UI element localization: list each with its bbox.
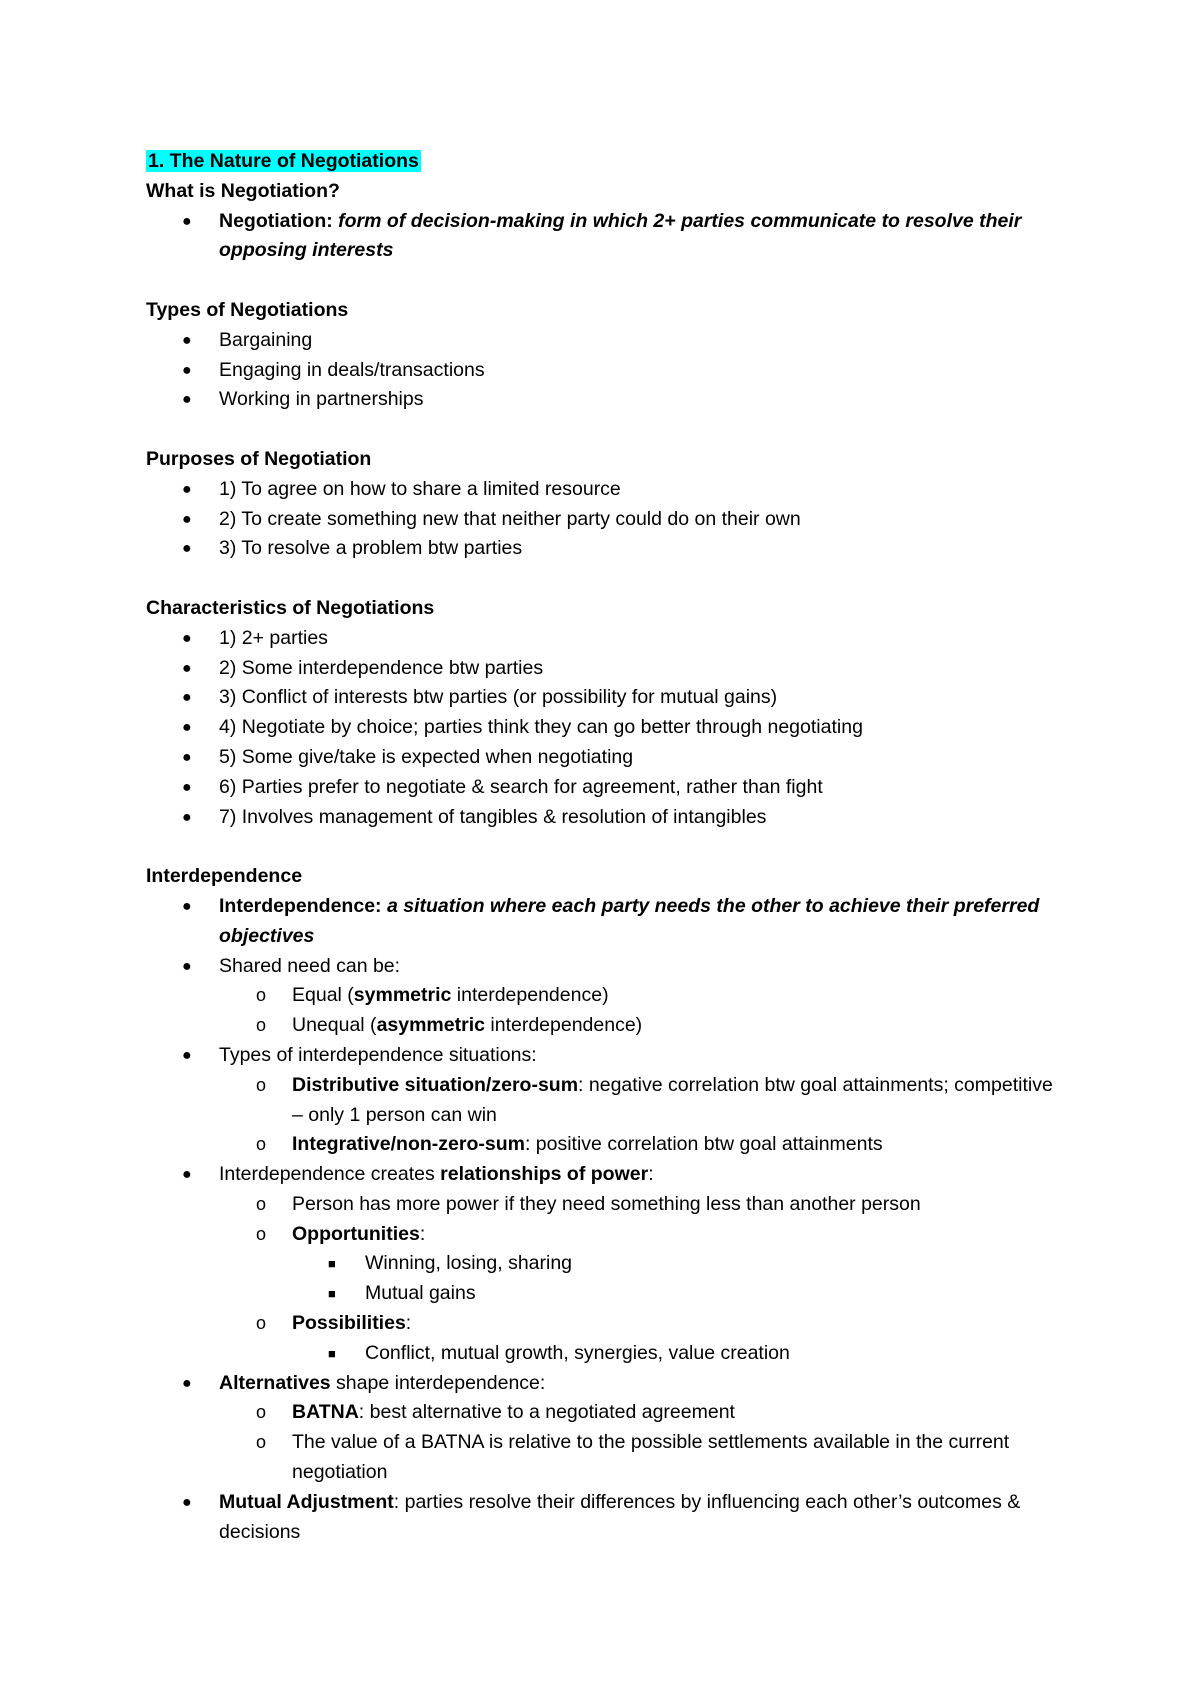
section-heading: Interdependence: [146, 865, 303, 888]
bullet-icon: ●: [182, 778, 192, 796]
bullet-icon: ●: [182, 1493, 192, 1511]
list-item: o The value of a BATNA is relative to the possible settlements available in the current negotiation: [146, 1428, 1056, 1488]
list-item: ● Types of interdependence situations:: [146, 1041, 1056, 1071]
list-item: ● Bargaining: [146, 326, 1056, 356]
list-item: o Possibilities:: [146, 1309, 1056, 1339]
bullet-icon: ●: [182, 540, 192, 558]
section-heading: Characteristics of Negotiations: [146, 596, 435, 619]
bullet-icon: ●: [182, 1166, 192, 1184]
list-item: ● 1) 2+ parties: [146, 624, 1056, 654]
list-item: ● 4) Negotiate by choice; parties think they can go better through negotiating: [146, 713, 1056, 743]
list-item: ■ Mutual gains: [146, 1279, 1056, 1309]
circle-bullet-icon: o: [256, 1432, 267, 1453]
list-item: ● Shared need can be:: [146, 952, 1056, 982]
circle-bullet-icon: o: [256, 1313, 267, 1334]
document-content: [146, 147, 1056, 1547]
circle-bullet-icon: o: [256, 1074, 267, 1095]
list-item: ● Negotiation: form of decision-making in which 2+ parties communicate to resolve their opposing interests: [146, 207, 1056, 267]
bullet-icon: ●: [182, 212, 192, 230]
circle-bullet-icon: o: [256, 1402, 267, 1423]
list-item: ● Mutual Adjustment: parties resolve their differences by influencing each other’s outcomes & decisions: [146, 1488, 1056, 1548]
document-title: 1. The Nature of Negotiations: [148, 150, 419, 172]
list-item: ● Interdependence creates relationships of power:: [146, 1160, 1056, 1190]
list-item: ● 3) To resolve a problem btw parties: [146, 534, 1056, 564]
list-item: o Unequal (asymmetric interdependence): [146, 1011, 1056, 1041]
bullet-icon: ●: [182, 1374, 192, 1392]
list-item: o Opportunities:: [146, 1220, 1056, 1250]
bullet-icon: ●: [182, 361, 192, 379]
bullet-icon: ●: [182, 719, 192, 737]
section-heading: Types of Negotiations: [146, 298, 349, 321]
circle-bullet-icon: o: [256, 1223, 267, 1244]
bullet-icon: ●: [182, 331, 192, 349]
list-item: o Person has more power if they need something less than another person: [146, 1190, 1056, 1220]
list-item: ● 7) Involves management of tangibles & resolution of intangibles: [146, 803, 1056, 833]
list-item: o BATNA: best alternative to a negotiated agreement: [146, 1398, 1056, 1428]
list-item: ● Alternatives shape interdependence:: [146, 1369, 1056, 1399]
bullet-icon: ●: [182, 391, 192, 409]
square-bullet-icon: ■: [328, 1256, 336, 1272]
bullet-icon: ●: [182, 808, 192, 826]
list-item: o Integrative/non-zero-sum: positive correlation btw goal attainments: [146, 1130, 1056, 1160]
list-item: ● Engaging in deals/transactions: [146, 356, 1056, 386]
bullet-icon: ●: [182, 480, 192, 498]
bullet-icon: ●: [182, 659, 192, 677]
bullet-icon: ●: [182, 510, 192, 528]
bullet-icon: ●: [182, 748, 192, 766]
circle-bullet-icon: o: [256, 1015, 267, 1036]
square-bullet-icon: ■: [328, 1345, 336, 1361]
list-item: ■ Conflict, mutual growth, synergies, value creation: [146, 1339, 1056, 1369]
square-bullet-icon: ■: [328, 1286, 336, 1302]
list-item: ● 6) Parties prefer to negotiate & search for agreement, rather than fight: [146, 773, 1056, 803]
list-item: o Equal (symmetric interdependence): [146, 981, 1056, 1011]
list-item: ● Interdependence: a situation where each party needs the other to achieve their preferred objectives: [146, 892, 1056, 952]
list-item: ● 2) Some interdependence btw parties: [146, 654, 1056, 684]
list-item: ● Working in partnerships: [146, 385, 1056, 415]
circle-bullet-icon: o: [256, 1134, 267, 1155]
bullet-icon: ●: [182, 957, 192, 975]
bullet-icon: ●: [182, 1046, 192, 1064]
list-item: ● 1) To agree on how to share a limited resource: [146, 475, 1056, 505]
list-item: o Distributive situation/zero-sum: negative correlation btw goal attainments; competitive – only 1 person can win: [146, 1071, 1056, 1131]
list-item: ● 3) Conflict of interests btw parties (or possibility for mutual gains): [146, 683, 1056, 713]
section-heading: What is Negotiation?: [146, 179, 340, 202]
list-item: ● 2) To create something new that neither party could do on their own: [146, 505, 1056, 535]
section-heading: Purposes of Negotiation: [146, 447, 372, 470]
bullet-icon: ●: [182, 629, 192, 647]
circle-bullet-icon: o: [256, 985, 267, 1006]
list-item: ● 5) Some give/take is expected when negotiating: [146, 743, 1056, 773]
bullet-icon: ●: [182, 897, 192, 915]
bullet-icon: ●: [182, 689, 192, 707]
list-item: ■ Winning, losing, sharing: [146, 1249, 1056, 1279]
circle-bullet-icon: o: [256, 1193, 267, 1214]
